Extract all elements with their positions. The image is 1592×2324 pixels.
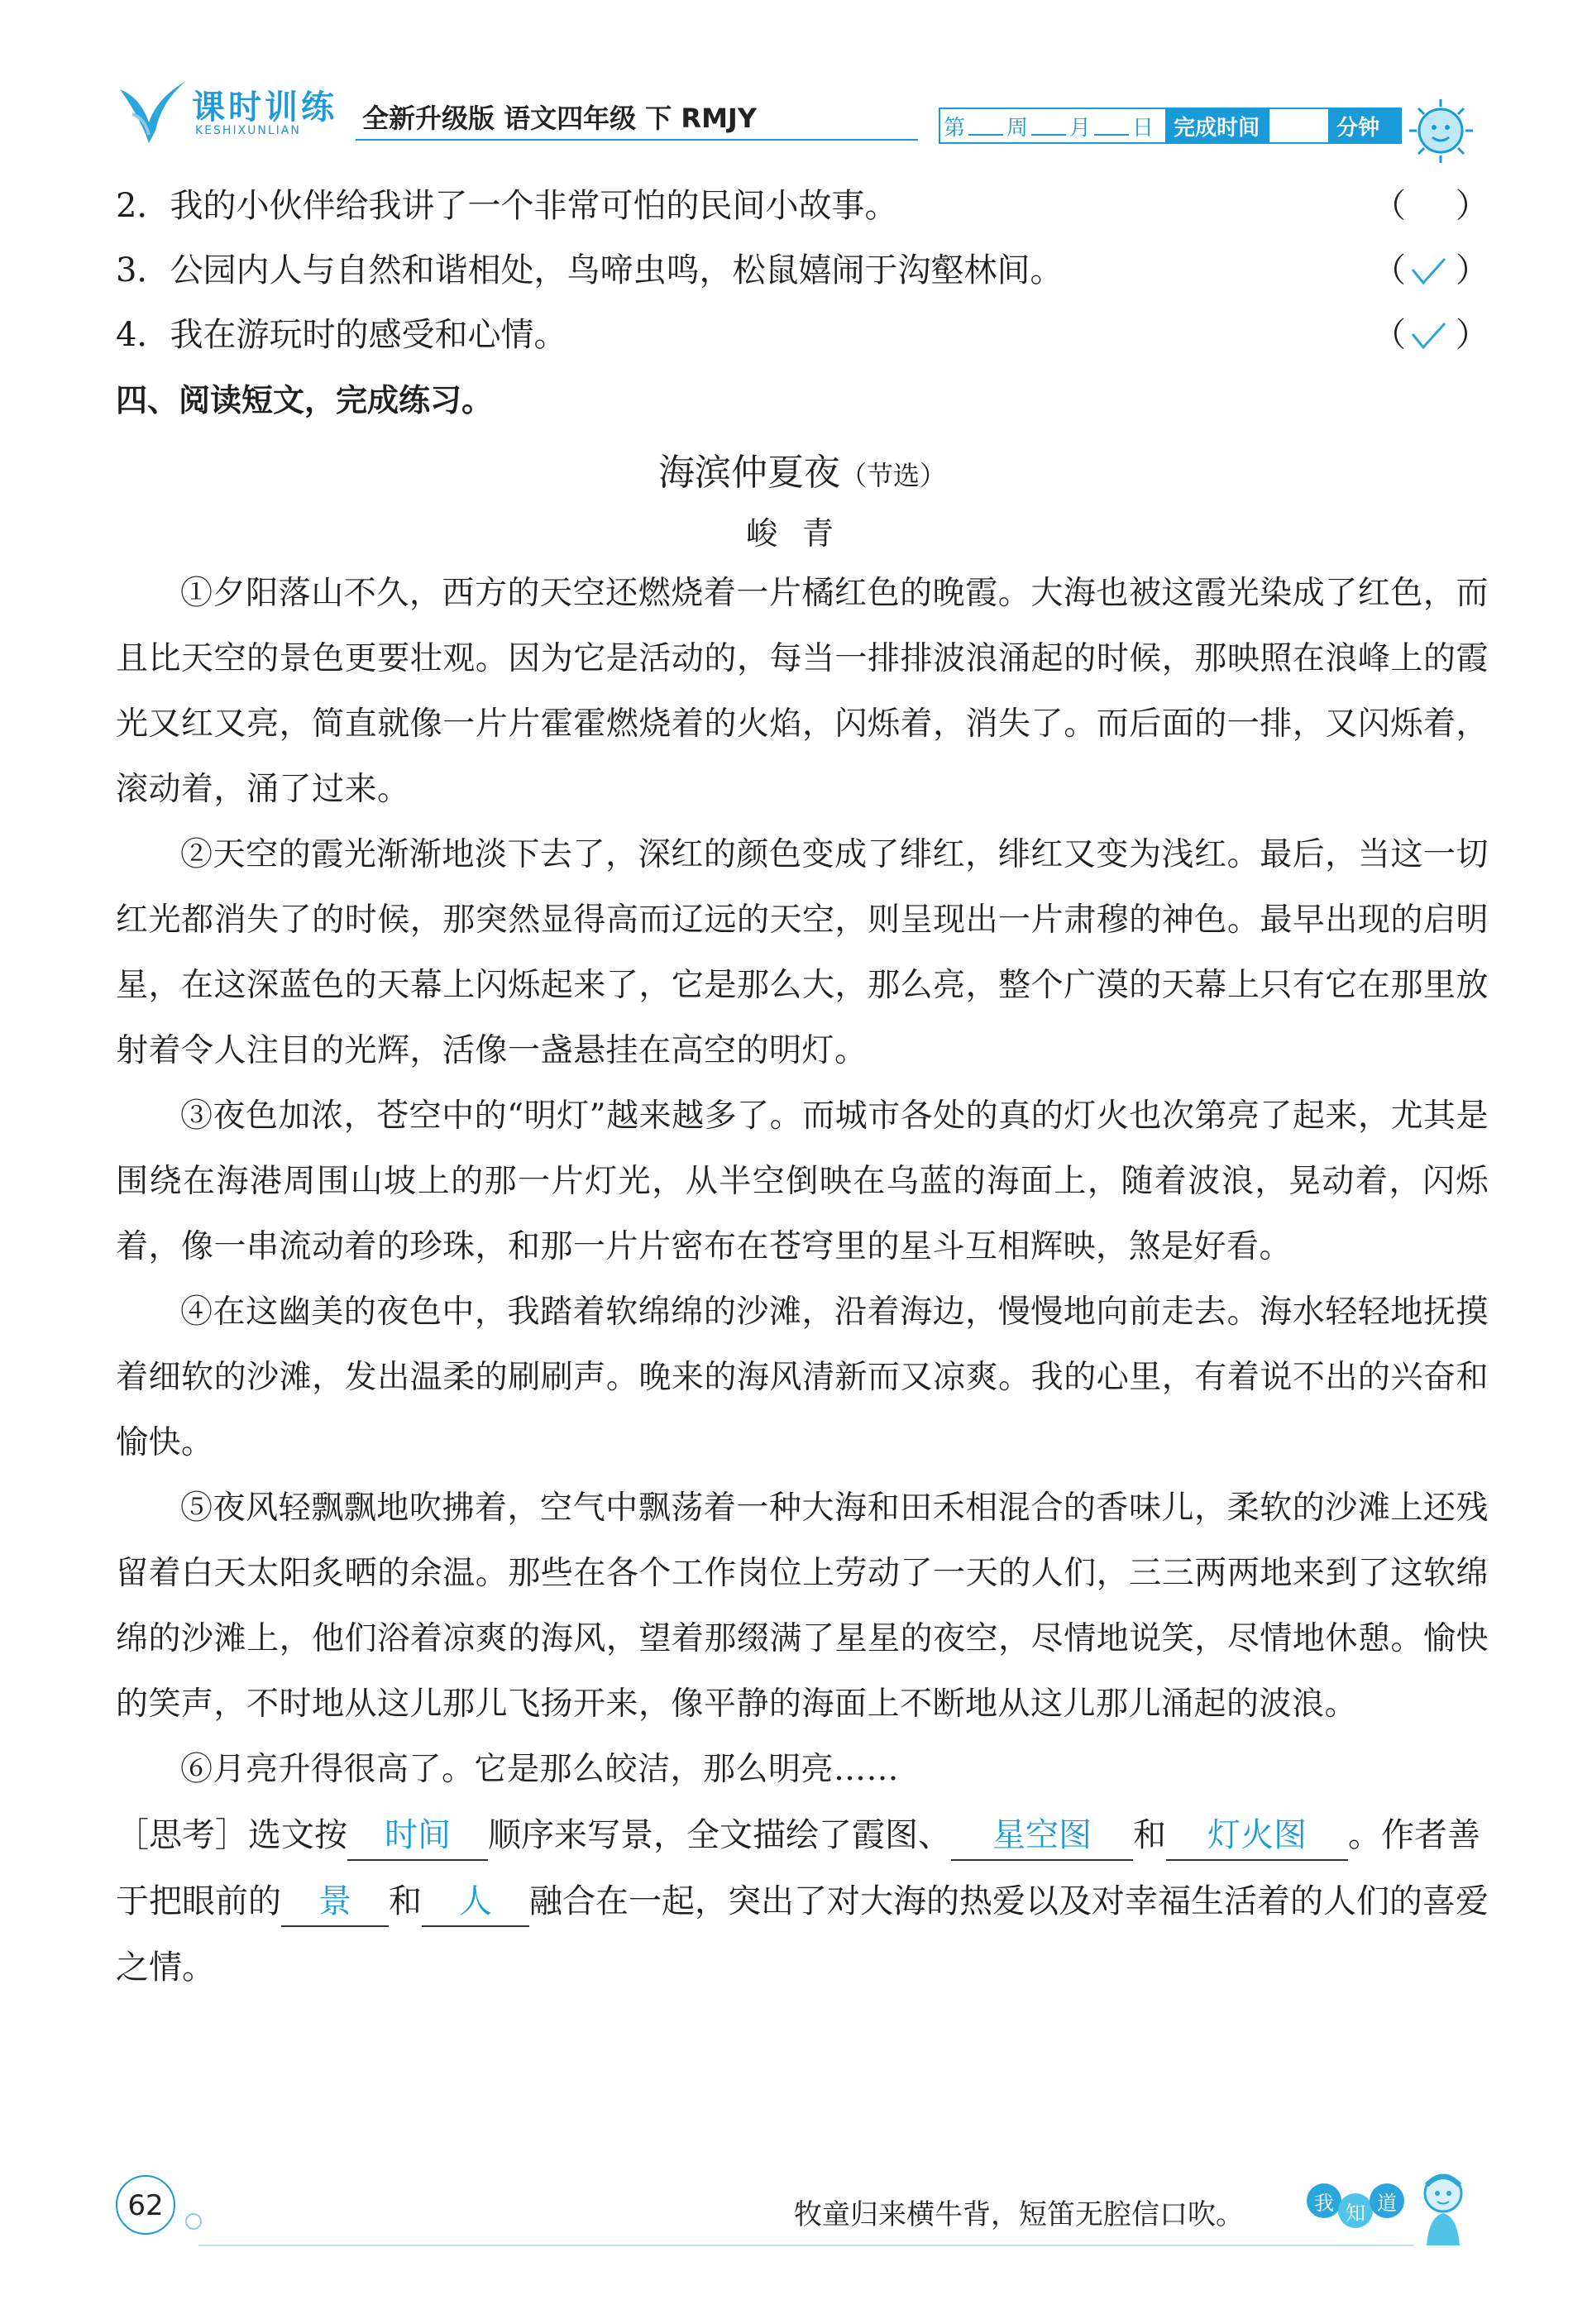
paragraph-6: ⑥月亮升得很高了。它是那么皎洁，那么明亮…… <box>180 1751 900 1788</box>
paragraph-3: ③夜色加浓，苍空中的“明灯”越来越多了。而城市各处的真的灯火也次第亮了起来，尤其是围绕在海港周围山坡上的那一片灯光，从半空倒映在乌蓝的海面上，随着波浪，晃动着，闪烁着，像一串流动着的珍珠，和那一片片密布在苍穹里的星斗互相辉映，煞是好看。 <box>116 1097 1489 1265</box>
week-blank[interactable] <box>968 116 1003 136</box>
article-title-text: 海滨仲夏夜 <box>657 452 840 494</box>
day-label: 日 <box>1132 115 1155 141</box>
page-number: 62 <box>116 2175 175 2235</box>
question-text: 3．公园内人与自然和谐相处，鸟啼虫鸣，松鼠嬉闹于沟壑林间。 <box>116 251 1064 289</box>
time-blank[interactable] <box>1268 109 1330 142</box>
smiling-sun-icon <box>1406 96 1476 166</box>
swallow-logo-icon <box>116 73 190 147</box>
think-label: ［思考］ <box>116 1816 248 1854</box>
article-title <box>116 440 1489 506</box>
checkmark-icon <box>1410 256 1446 286</box>
week-prefix: 第 <box>944 115 966 141</box>
answer-blank-2[interactable]: 星空图 <box>951 1811 1133 1861</box>
time-unit: 分钟 <box>1330 109 1400 142</box>
paragraph-4: ④在这幽美的夜色中，我踏着软绵绵的沙滩，沿着海边，慢慢地向前走去。海水轻轻地抚摸着细软的沙滩，发出温柔的刷刷声。晚来的海风清新而又凉爽。我的心里，有着说不出的兴奋和愉快。 <box>116 1294 1489 1461</box>
page-header <box>116 73 1480 155</box>
section-title: 四、阅读短文，完成练习。 <box>116 382 494 418</box>
know-badge <box>1307 2183 1401 2228</box>
answer-blank-4[interactable]: 景 <box>281 1877 389 1927</box>
question-text: 4．我在游玩时的感受和心情。 <box>116 316 567 354</box>
question-2 <box>116 174 1489 238</box>
answer-paren[interactable]: （ ） <box>1373 187 1489 225</box>
footer-quote: 牧童归来横牛背，短笛无腔信口吹。 <box>794 2198 1244 2231</box>
brand-title: 课时训练 <box>192 88 337 127</box>
answer-blank-5[interactable]: 人 <box>422 1877 529 1927</box>
month-label: 月 <box>1069 115 1092 141</box>
answer-blank-3[interactable]: 灯火图 <box>1166 1811 1348 1861</box>
checkmark-icon <box>1410 321 1446 351</box>
paragraph-2: ②天空的霞光渐渐地淡下去了，深红的颜色变成了绯红，绯红又变为浅红。最后，当这一切红光都消失了的时候，那突然显得高而辽远的天空，则呈现出一片肃穆的神色。最早出现的启明星，在这深蓝色的天幕上闪烁起来了，它是那么大，那么亮，整个广漠的天幕上只有它在那里放射着令人注目的光辉，活像一盏悬挂在高空的明灯。 <box>116 836 1489 1069</box>
brand-pinyin: KESHIXUNLIAN <box>195 124 301 137</box>
date-time-box <box>939 108 1402 144</box>
decorative-dot <box>185 2213 202 2230</box>
badge-char: 我 <box>1307 2183 1341 2218</box>
badge-char: 知 <box>1338 2193 1373 2228</box>
badge-char: 道 <box>1370 2183 1404 2218</box>
article-author: 峻青 <box>745 515 858 552</box>
edition-label: 全新升级版 语文四年级 下 RMJY <box>362 103 757 134</box>
page-footer <box>116 2167 1489 2266</box>
time-label: 完成时间 <box>1165 109 1268 142</box>
footer-divider <box>198 2245 1414 2246</box>
question-3 <box>116 238 1489 303</box>
question-4 <box>116 303 1489 367</box>
answer-paren[interactable]: （ ） <box>1373 316 1489 354</box>
article-subtitle: （节选） <box>839 460 946 491</box>
question-text: 2．我的小伙伴给我讲了一个非常可怕的民间小故事。 <box>116 187 898 225</box>
answer-blank-1[interactable]: 时间 <box>347 1811 488 1861</box>
header-divider <box>356 139 918 141</box>
kid-mascot-icon <box>1406 2167 1480 2250</box>
week-label: 周 <box>1006 115 1029 141</box>
page-content <box>116 174 1489 2001</box>
answer-paren[interactable]: （ ） <box>1373 251 1489 289</box>
month-blank[interactable] <box>1031 116 1066 136</box>
think-question: ［思考］选文按 时间 顺序来写景，全文描绘了霞图、 星空图 和 灯火图 。作者善于把眼前的 景 和 人 融合在一起，突出了对大海的热爱以及对幸福生活着的人们的喜爱之情。 <box>116 1802 1489 2001</box>
day-blank[interactable] <box>1094 116 1129 136</box>
paragraph-5: ⑤夜风轻飘飘地吹拂着，空气中飘荡着一种大海和田禾相混合的香味儿，柔软的沙滩上还残留着白天太阳炙晒的余温。那些在各个工作岗位上劳动了一天的人们，三三两两地来到了这软绵绵的沙滩上，他们浴着凉爽的海风，望着那缀满了星星的夜空，尽情地说笑，尽情地休憩。愉快的笑声，不时地从这儿那儿飞扬开来，像平静的海面上不断地从这儿那儿涌起的波浪。 <box>116 1490 1489 1723</box>
paragraph-1: ①夕阳落山不久，西方的天空还燃烧着一片橘红色的晚霞。大海也被这霞光染成了红色，而且比天空的景色更要壮观。因为它是活动的，每当一排排波浪涌起的时候，那映照在浪峰上的霞光又红又亮，简直就像一片片霍霍燃烧着的火焰，闪烁着，消失了。而后面的一排，又闪烁着，滚动着，涌了过来。 <box>116 575 1489 808</box>
